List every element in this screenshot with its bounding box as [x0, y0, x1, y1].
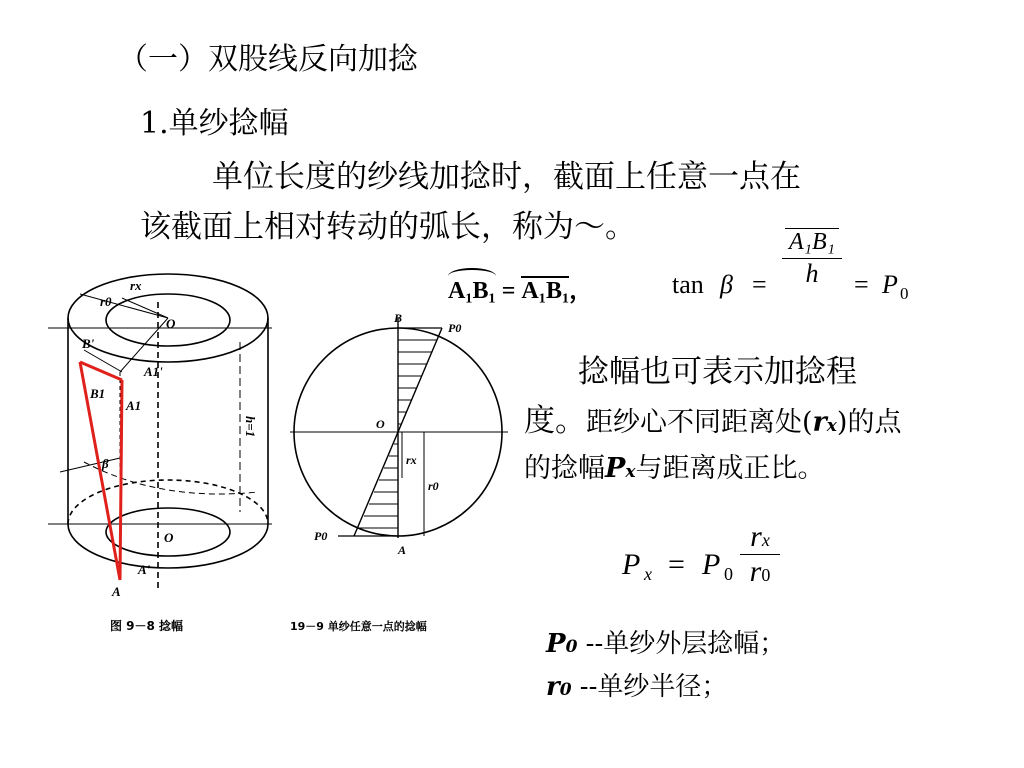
label-a1: A1 [126, 398, 142, 413]
px-fraction [740, 520, 780, 589]
px-sub-x: x [644, 564, 652, 584]
arc-tail: ， [569, 278, 594, 304]
tan-result-sub: 0 [900, 284, 909, 303]
definition-line-1: 单位长度的纱线加捻时，截面上任意一点在 [212, 159, 801, 195]
arc-eq: = [501, 278, 516, 304]
px-eq: = [668, 548, 685, 581]
label-r0: r0 [100, 294, 112, 309]
label-o: O [376, 417, 385, 431]
tan-fraction [782, 228, 842, 289]
bottom-outer-ellipse-back [68, 480, 268, 524]
label-o-top: O [166, 316, 176, 331]
figure1-caption: 图 9－8 捻幅 [110, 619, 184, 633]
radius-rx [122, 298, 168, 318]
twist-desc-line-1: 捻幅也可表示加捻程 [578, 354, 857, 390]
label-r02: r0 [428, 479, 439, 493]
cross-section-figure [286, 300, 516, 640]
figure2-caption: 19－9 单纱任意一点的捻幅 [290, 620, 427, 633]
label-a1-prime: A1' [144, 364, 163, 379]
legend [546, 624, 785, 710]
radius-r0 [80, 294, 168, 318]
tan-text: tan [672, 270, 704, 299]
twist-cylinder-figure [40, 262, 290, 642]
label-a2: A [398, 543, 407, 557]
tan-formula [672, 228, 972, 328]
label-rx2: rx [406, 453, 417, 467]
legend-r0: r0 --单纱半径； [546, 672, 728, 702]
beta-pointer [60, 458, 120, 472]
twist-desc-line-2: 度。距纱心不同距离处(rx)的点 [524, 403, 902, 439]
legend-p0: P0 --单纱外层捻幅； [546, 629, 786, 659]
twist-description [524, 346, 1004, 485]
arc-rhs: A₁B₁ [521, 278, 570, 304]
px-denominator: r0 [749, 555, 771, 588]
label-rx: rx [130, 278, 142, 293]
px-P0-sub: 0 [724, 564, 733, 584]
px-P: P [622, 548, 641, 581]
subsection-heading: 1.单纱捻幅 [140, 106, 289, 141]
label-h: h=1 [243, 416, 258, 438]
label-b1: B1 [90, 386, 106, 401]
section-heading: （一）双股线反向加捻 [118, 42, 418, 77]
tan-numerator: A₁B₁ [788, 229, 835, 255]
label-p0-top: P0 [448, 321, 462, 335]
px-P0: P [702, 548, 721, 581]
label-a: A [112, 584, 121, 599]
label-p0-bottom: P0 [314, 529, 328, 543]
label-a-prime: A' [138, 562, 151, 577]
b-prime-line [84, 350, 122, 372]
label-o-bottom: O [164, 530, 174, 545]
label-b: B [394, 311, 403, 325]
helix-dashed [84, 462, 258, 494]
label-b-prime: B' [82, 336, 95, 351]
tan-result-P: P [882, 270, 898, 299]
definition-line-2: 该截面上相对转动的弧长，称为～。 [140, 209, 636, 245]
px-formula [622, 520, 802, 620]
tan-eq: = [752, 270, 767, 299]
tan-denominator: h [805, 259, 819, 288]
arc-symbol [448, 268, 496, 284]
label-beta: β [102, 456, 109, 471]
twist-desc-line-3: 的捻幅Px与距离成正比。 [524, 453, 825, 484]
tan-eq2: = [854, 270, 869, 299]
arc-lhs: A₁B₁ [448, 278, 496, 305]
beta-symbol: β [720, 270, 733, 299]
px-numerator: rx [750, 520, 770, 553]
